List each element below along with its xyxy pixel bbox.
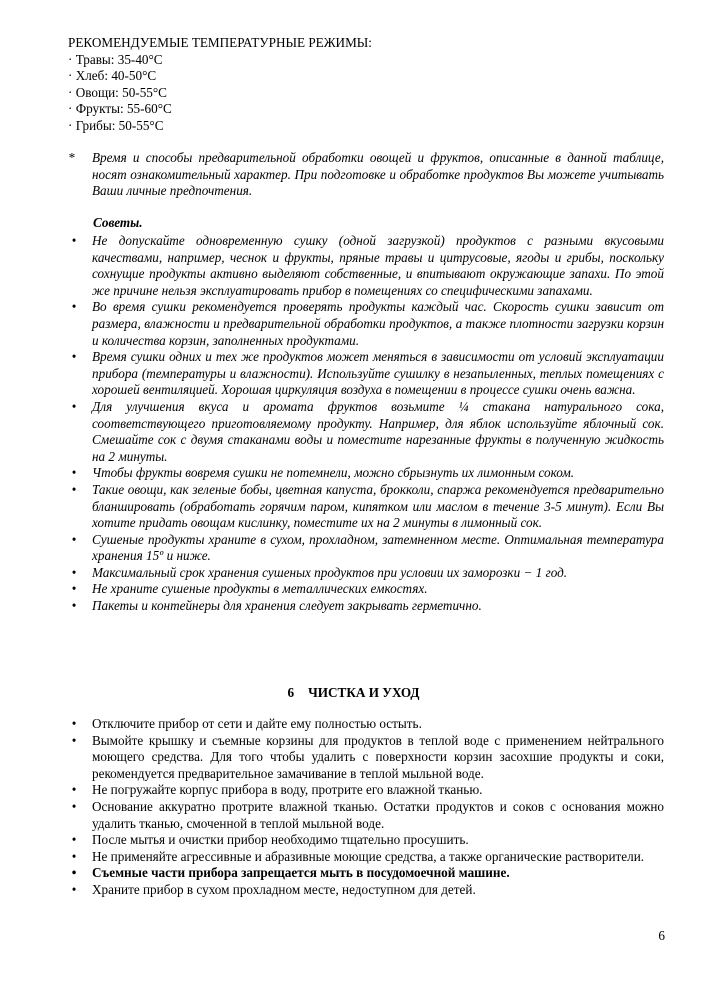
list-item bbox=[68, 299, 664, 349]
tip-text: Чтобы фрукты вовремя сушки не потемнели, можно сбрызнуть их лимонным соком. bbox=[92, 465, 575, 481]
bullet-icon: • bbox=[71, 598, 77, 614]
section-heading bbox=[0, 685, 707, 702]
list-item bbox=[68, 782, 664, 799]
temperature-mode-vegetables: · Овощи: 50-55°С bbox=[68, 84, 167, 100]
temperature-mode-fruits: · Фрукты: 55-60°С bbox=[68, 101, 172, 117]
bullet-icon: • bbox=[71, 564, 77, 580]
bullet-icon: • bbox=[71, 732, 77, 748]
list-item bbox=[68, 565, 664, 582]
section-number: 6 bbox=[287, 685, 295, 700]
bullet-icon: • bbox=[71, 465, 77, 481]
care-text: Съемные части прибора запрещается мыть в посудомоечной машине. bbox=[92, 865, 510, 881]
temperature-modes bbox=[68, 35, 648, 135]
section-title: ЧИСТКА И УХОД bbox=[308, 685, 420, 700]
list-item bbox=[68, 865, 664, 882]
list-item bbox=[68, 349, 664, 399]
tip-text: Для улучшения вкуса и аромата фруктов возьмите ¼ стакана натурального сока, соответствующего приготовляемому продукту. Например, для яблок используйте яблочный сок. Смешайте сок с двумя стаканами воды и поместите нарезанные фрукты в полученную жидкость на 2 минуты. bbox=[92, 398, 664, 464]
bullet-icon: • bbox=[71, 581, 77, 597]
list-item bbox=[68, 799, 664, 832]
list-item bbox=[68, 733, 664, 783]
tip-text: Не храните сушеные продукты в металлических емкостях. bbox=[92, 581, 428, 597]
tip-text: Во время сушки рекомендуется проверять продукты каждый час. Скорость сушки зависит от размера, влажности и предварительной обработки продуктов, а также плотности загрузки корзин и количества корзин, заполненных продуктами. bbox=[92, 299, 664, 348]
list-item bbox=[68, 532, 664, 565]
bullet-icon: • bbox=[71, 881, 77, 897]
page-number: 6 bbox=[658, 928, 665, 943]
bullet-icon: • bbox=[71, 531, 77, 547]
temperature-modes-title: РЕКОМЕНДУЕМЫЕ ТЕМПЕРАТУРНЫЕ РЕЖИМЫ: bbox=[68, 35, 372, 50]
temperature-mode-herbs: · Травы: 35-40°С bbox=[68, 51, 163, 67]
list-item bbox=[68, 882, 664, 899]
tip-text: Не допускайте одновременную сушку (одной загрузкой) продуктов с разными вкусовыми качествами, например, чеснок и фрукты, пряные травы и цитрусовые, ягоды и грибы, поскольку сохнущие продукты активно выделяют собственные, и впитывают окружающие запахи. По этой же причине нельзя эксплуатировать прибор в помещениях со специфическими запахами. bbox=[92, 233, 664, 298]
tip-text: Максимальный срок хранения сушеных продуктов при условии их заморозки − 1 год. bbox=[92, 564, 568, 580]
list-item bbox=[68, 716, 664, 733]
temperature-mode-bread: · Хлеб: 40-50°С bbox=[68, 68, 157, 84]
list-item bbox=[68, 849, 664, 866]
list-item bbox=[68, 598, 664, 615]
temperature-mode-mushrooms: · Грибы: 50-55°С bbox=[68, 117, 164, 133]
bullet-icon: • bbox=[71, 865, 77, 881]
care-text: Вымойте крышку и съемные корзины для продуктов в теплой воде с применением нейтрального моющего средства. Для того чтобы удалить с поверхности корзин засохшие продукты и соки, рекомендуется предварительное замачивание в теплой мыльной воде. bbox=[92, 732, 664, 781]
care-text: Основание аккуратно протрите влажной тканью. Остатки продуктов и соков с основания можно удалить тканью, смоченной в теплой мыльной воде. bbox=[92, 798, 664, 831]
bullet-icon: • bbox=[71, 782, 77, 798]
list-item bbox=[68, 399, 664, 465]
bullet-icon: • bbox=[71, 349, 77, 365]
bullet-icon: • bbox=[71, 299, 77, 315]
care-text: Не применяйте агрессивные и абразивные моющие средства, а также органические растворители. bbox=[92, 848, 645, 864]
bullet-icon: • bbox=[71, 398, 77, 414]
list-item bbox=[68, 482, 664, 532]
care-text: Храните прибор в сухом прохладном месте, недоступном для детей. bbox=[92, 881, 476, 897]
list-item bbox=[68, 581, 664, 598]
footnote bbox=[68, 150, 664, 200]
bullet-icon: • bbox=[71, 798, 77, 814]
tip-text: Время сушки одних и тех же продуктов может меняться в зависимости от условий эксплуатации прибора (температуры и влажности). Используйте сушилку в незапыленных, теплых помещениях с хорошей вентиляцией. Хорошая циркуляция воздуха в помещении в процессе сушки очень важна. bbox=[92, 349, 664, 398]
tip-text: Пакеты и контейнеры для хранения следует закрывать герметично. bbox=[92, 598, 482, 614]
footnote-text: Время и способы предварительной обработки овощей и фруктов, описанные в данной таблице, носят ознакомительный характер. При подготовке и обработке продуктов Вы можете учитывать Ваши личные предпочтения. bbox=[92, 150, 664, 199]
care-text: Не погружайте корпус прибора в воду, протрите его влажной тканью. bbox=[92, 782, 483, 798]
bullet-icon: • bbox=[71, 233, 77, 248]
bullet-icon: • bbox=[71, 848, 77, 864]
tip-text: Сушеные продукты храните в сухом, прохладном, затемненном месте. Оптимальная температура хранения 15º и ниже. bbox=[92, 531, 664, 564]
footnote-marker: * bbox=[68, 150, 75, 165]
list-item bbox=[68, 233, 664, 299]
care-text: После мытья и очистки прибор необходимо тщательно просушить. bbox=[92, 832, 469, 848]
bullet-icon: • bbox=[71, 716, 77, 731]
tips-title: Советы. bbox=[93, 215, 143, 230]
tips-list bbox=[68, 233, 664, 615]
care-list bbox=[68, 716, 664, 899]
list-item bbox=[68, 832, 664, 849]
list-item bbox=[68, 465, 664, 482]
bullet-icon: • bbox=[71, 481, 77, 497]
bullet-icon: • bbox=[71, 832, 77, 848]
care-text: Отключите прибор от сети и дайте ему полностью остыть. bbox=[92, 716, 422, 731]
tip-text: Такие овощи, как зеленые бобы, цветная капуста, брокколи, спаржа рекомендуется предварительно бланшировать (обработать горячим паром, кипятком или маслом в течение 3-5 минут). Если Вы хотите придать овощам кислинку, поместите их на 2 минуты в лимонный сок. bbox=[92, 481, 664, 531]
